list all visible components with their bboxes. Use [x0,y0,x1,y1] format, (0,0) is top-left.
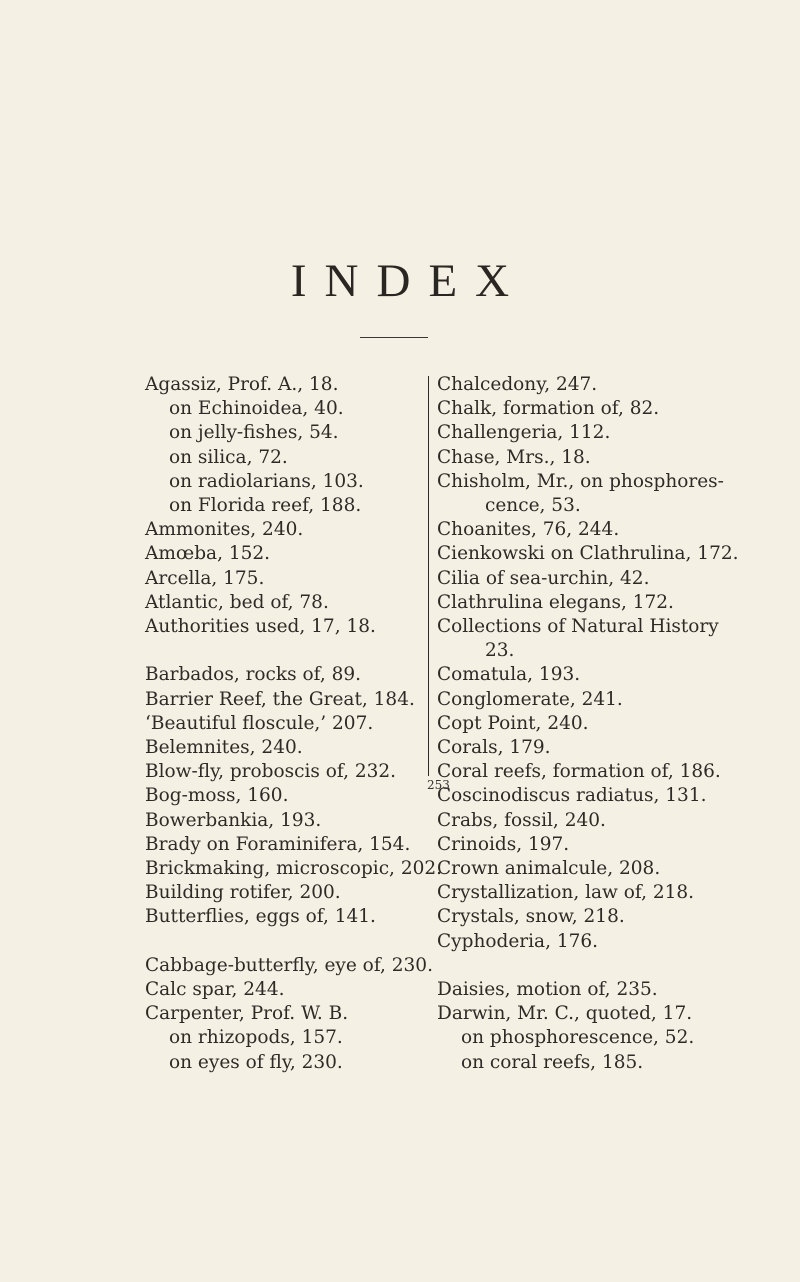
index-subentry: cence, 53. [485,495,581,517]
index-entry: Collections of Natural History [437,616,719,638]
index-entry: Brady on Foraminifera, 154. [145,833,411,855]
index-subentry: on jelly-fishes, 54. [169,422,339,444]
index-subentry: on Echinoidea, 40. [169,398,344,420]
index-entry: Daisies, motion of, 235. [437,979,658,1001]
index-entry: Crinoids, 197. [437,833,570,855]
index-subentry: on Florida reef, 188. [169,495,362,517]
index-entry: Comatula, 193. [437,664,581,686]
index-entry: Crabs, fossil, 240. [437,809,606,831]
index-entry: Amœba, 152. [145,543,271,565]
index-entry: Darwin, Mr. C., quoted, 17. [437,1003,693,1025]
index-entry: Chalcedony, 247. [437,374,598,395]
index-entry: Chase, Mrs., 18. [437,446,591,468]
index-entry: Bog-moss, 160. [145,785,289,807]
section-gap [437,954,767,978]
index-column-right [437,373,767,1075]
column-divider [428,376,429,776]
index-entry: Clathrulina elegans, 172. [437,591,674,613]
index-entry: Belemnites, 240. [145,737,303,759]
index-subentry: on eyes of fly, 230. [169,1051,343,1073]
index-entry: Coral reefs, formation of, 186. [437,761,721,783]
index-entry: Crown animalcule, 208. [437,858,661,880]
index-subentry: on rhizopods, 157. [169,1027,343,1049]
index-subentry: on phosphorescence, 52. [461,1027,695,1049]
index-entry: Butterflies, eggs of, 141. [145,906,376,928]
index-entry: Barrier Reef, the Great, 184. [145,688,415,710]
index-entry: Calc spar, 244. [145,979,285,1001]
index-entry: Cilia of sea-urchin, 42. [437,567,650,589]
index-entry: Cienkowski on Clathrulina, 172. [437,543,739,565]
index-subentry: 23. [485,640,515,662]
index-entry: Coscinodiscus radiatus, 131. [437,785,707,807]
index-entry: Choanites, 76, 244. [437,519,620,541]
page-title: INDEX [290,255,528,307]
index-entry: Brickmaking, microscopic, 202. [145,858,443,880]
index-entry: Building rotifer, 200. [145,882,341,904]
index-entry: Crystals, snow, 218. [437,906,625,928]
index-entry: Cabbage-butterfly, eye of, 230. [145,954,433,976]
index-entry: Chalk, formation of, 82. [437,398,660,420]
title-rule [360,337,428,338]
index-entry: Agassiz, Prof. A., 18. [145,374,339,395]
index-entry: Atlantic, bed of, 78. [145,591,329,613]
index-entry: Cyphoderia, 176. [437,930,599,952]
index-entry: Ammonites, 240. [145,519,304,541]
index-entry: Corals, 179. [437,737,551,759]
index-subentry: on radiolarians, 103. [169,470,364,492]
index-entry: ‘Beautiful floscule,’ 207. [145,712,374,734]
index-entry: Authorities used, 17, 18. [145,616,376,638]
index-entry: Chisholm, Mr., on phosphores- [437,470,724,492]
index-entry: Barbados, rocks of, 89. [145,664,362,686]
index-entry: Carpenter, Prof. W. B. [145,1003,349,1025]
index-subentry: on silica, 72. [169,446,288,468]
index-entry: Conglomerate, 241. [437,688,623,710]
page-number: 253 [427,778,450,792]
index-entry: Copt Point, 240. [437,712,589,734]
index-entry: Blow-fly, proboscis of, 232. [145,761,397,783]
index-entry: Bowerbankia, 193. [145,809,322,831]
index-entry: Crystallization, law of, 218. [437,882,695,904]
index-entry: Challengeria, 112. [437,422,611,444]
index-subentry: on coral reefs, 185. [461,1051,644,1073]
index-entry: Arcella, 175. [145,567,265,589]
